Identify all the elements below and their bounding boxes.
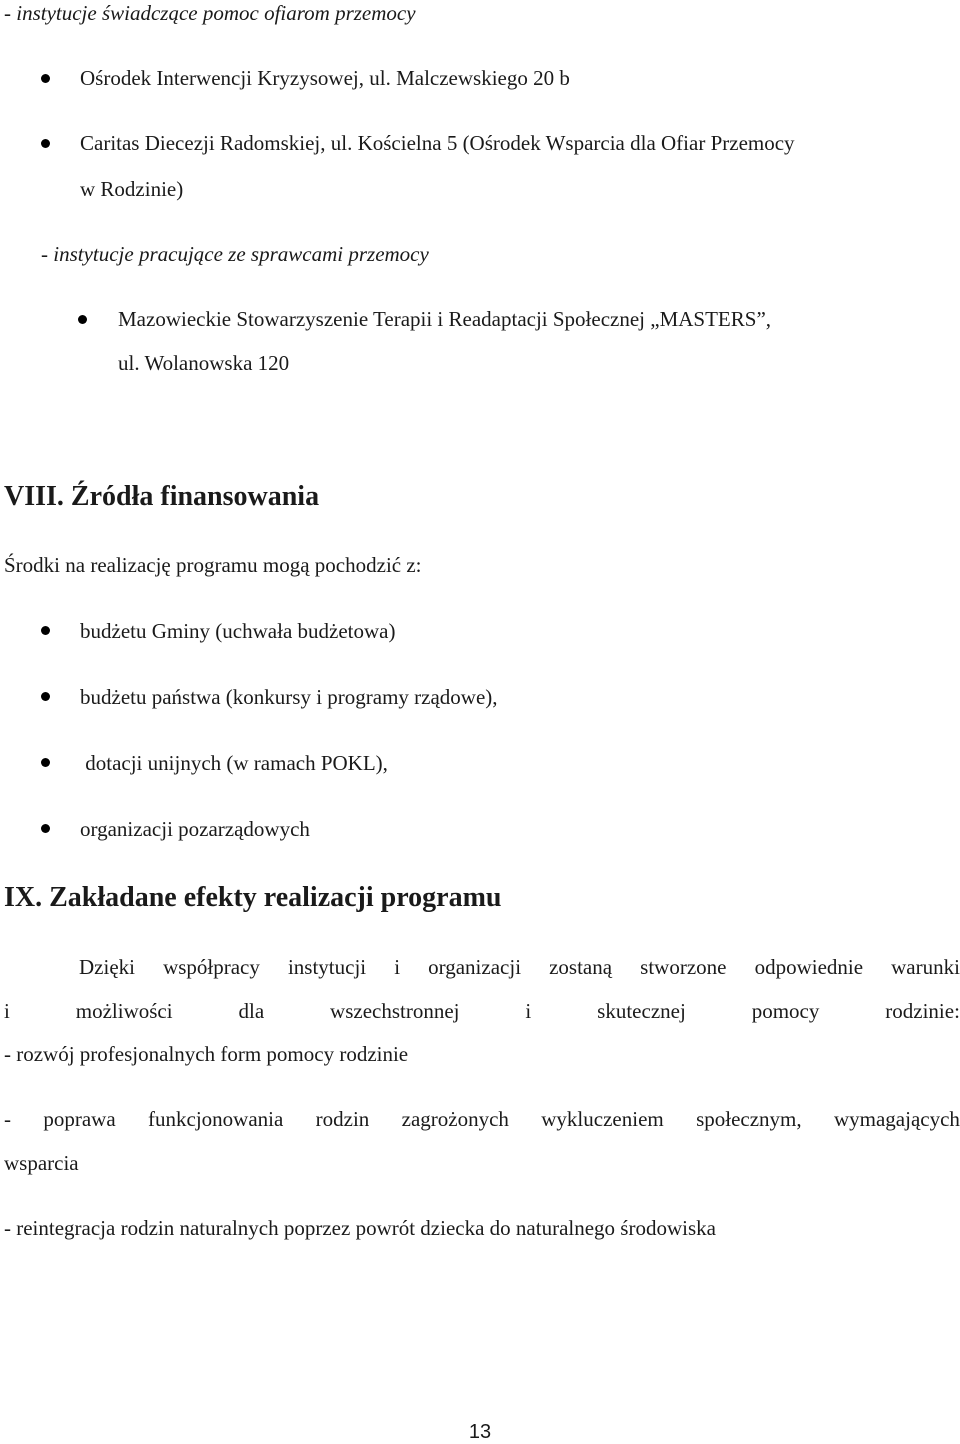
list-item-continuation: w Rodzinie): [80, 177, 184, 201]
list-item: organizacji pozarządowych: [80, 817, 310, 841]
bullet-icon: [41, 139, 50, 148]
victims-institutions-heading: - instytucje świadczące pomoc ofiarom przemocy: [4, 1, 416, 25]
effect-item: - rozwój profesjonalnych form pomocy rodzinie: [4, 1042, 409, 1066]
list-item: budżetu Gminy (uchwała budżetowa): [80, 619, 396, 643]
effect-item: - reintegracja rodzin naturalnych poprzez powrót dziecka do naturalnego środowiska: [4, 1216, 716, 1240]
list-item: Caritas Diecezji Radomskiej, ul. Kościelna 5 (Ośrodek Wsparcia dla Ofiar Przemocy: [80, 131, 795, 155]
bullet-icon: [41, 74, 50, 83]
perpetrators-institutions-heading: - instytucje pracujące ze sprawcami przemocy: [41, 242, 429, 266]
list-item: Mazowieckie Stowarzyszenie Terapii i Readaptacji Społecznej „MASTERS”,: [118, 307, 772, 331]
section-heading-viii: VIII. Źródła finansowania: [4, 481, 320, 512]
bullet-icon: [78, 315, 87, 324]
section-heading-ix: IX. Zakładane efekty realizacji programu: [4, 882, 502, 913]
bullet-icon: [41, 626, 50, 635]
bullet-icon: [41, 692, 50, 701]
paragraph-line: Dzięki współpracy instytucji i organizacji zostaną stworzone odpowiednie warunki: [79, 955, 960, 979]
list-item-continuation: ul. Wolanowska 120: [118, 351, 290, 375]
list-item: dotacji unijnych (w ramach POKL),: [80, 751, 388, 775]
effect-item: - poprawa funkcjonowania rodzin zagrożonych wykluczeniem społecznym, wymagających: [4, 1107, 960, 1131]
list-item: budżetu państwa (konkursy i programy rządowe),: [80, 685, 498, 709]
page-number: 13: [468, 1421, 492, 1443]
financing-intro: Środki na realizację programu mogą pochodzić z:: [4, 553, 422, 577]
paragraph-line: i możliwości dla wszechstronnej i skutecznej pomocy rodzinie:: [4, 999, 960, 1023]
bullet-icon: [41, 758, 50, 767]
list-item: Ośrodek Interwencji Kryzysowej, ul. Malczewskiego 20 b: [80, 66, 570, 90]
bullet-icon: [41, 824, 50, 833]
effect-item-continuation: wsparcia: [4, 1151, 79, 1175]
